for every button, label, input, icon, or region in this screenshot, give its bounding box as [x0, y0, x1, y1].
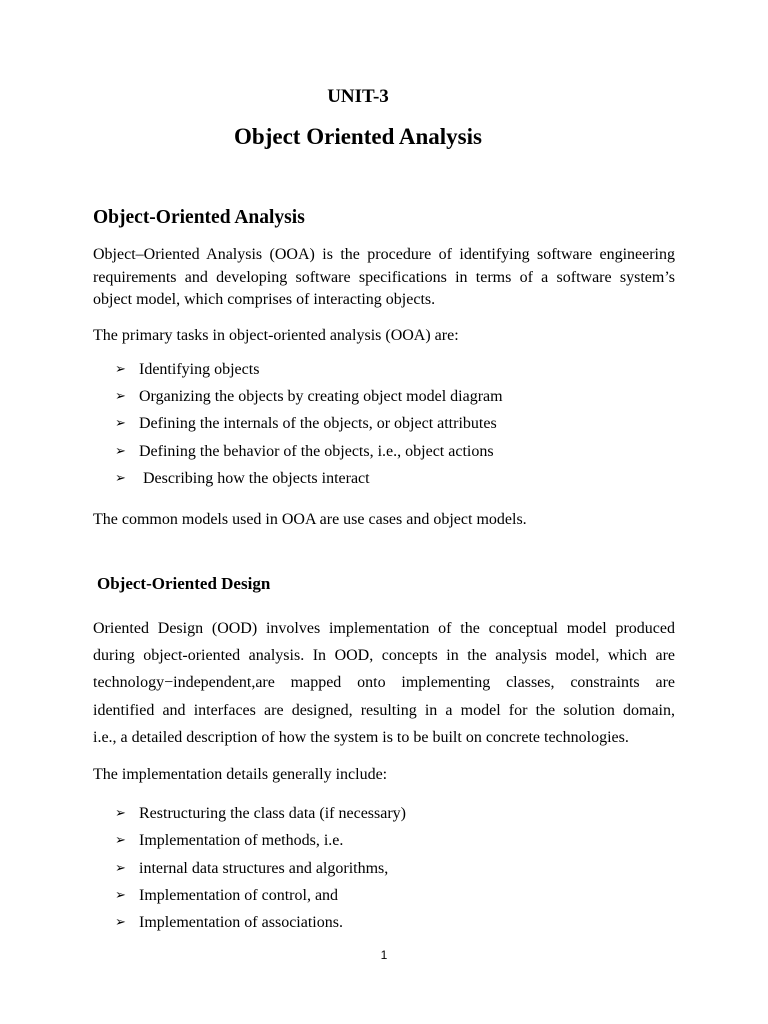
unit-label: UNIT-3	[327, 86, 389, 107]
list-item	[115, 803, 406, 830]
arrow-bullet-icon: ➢	[115, 887, 126, 903]
page-title: Object Oriented Analysis	[234, 124, 482, 149]
ooa-paragraph-line: object model, which comprises of interacting objects.	[93, 291, 436, 308]
ood-heading: Object-Oriented Design	[97, 574, 271, 593]
ooa-models-text: The common models used in OOA are use cases and object models.	[93, 511, 527, 528]
arrow-bullet-icon: ➢	[115, 362, 126, 377]
list-item-text: Defining the internals of the objects, or object attributes	[139, 415, 497, 433]
ood-paragraph-line: i.e., a detailed description of how the system is to be built on concrete technologies.	[93, 728, 629, 746]
list-item	[115, 912, 406, 939]
arrow-bullet-icon: ➢	[115, 470, 126, 486]
list-item-text: internal data structures and algorithms,	[139, 859, 389, 877]
list-item	[115, 359, 503, 386]
ood-paragraph-line: technology−independent,are mapped onto implementing classes, constraints are	[93, 674, 675, 692]
ooa-paragraph	[93, 244, 675, 312]
arrow-bullet-icon: ➢	[115, 860, 126, 876]
list-item-text: Implementation of control, and	[139, 886, 339, 904]
arrow-bullet-icon: ➢	[115, 443, 126, 459]
list-item-text: Restructuring the class data (if necessary)	[139, 805, 407, 822]
list-item	[115, 441, 503, 468]
ooa-heading: Object-Oriented Analysis	[93, 207, 305, 228]
ooa-paragraph-line: Object–Oriented Analysis (OOA) is the procedure of identifying software engineering	[93, 246, 675, 263]
ooa-task-list	[115, 359, 503, 495]
list-item	[115, 468, 503, 495]
ood-paragraph	[93, 615, 675, 751]
list-item	[115, 885, 406, 912]
ood-detail-list	[115, 803, 406, 939]
list-item	[115, 386, 503, 413]
ood-paragraph-line: during object-oriented analysis. In OOD, concepts in the analysis model, which are	[93, 647, 675, 665]
list-item-text: Organizing the objects by creating object model diagram	[139, 388, 503, 406]
list-item-text: Describing how the objects interact	[139, 469, 370, 487]
ood-details-intro: The implementation details generally include:	[93, 766, 388, 783]
arrow-bullet-icon: ➢	[115, 416, 126, 432]
ooa-tasks-intro: The primary tasks in object-oriented analysis (OOA) are:	[93, 327, 459, 344]
list-item	[115, 413, 503, 440]
page-number: 1	[380, 948, 388, 962]
ooa-paragraph-line: requirements and developing software specifications in terms of a software system’s	[93, 268, 675, 286]
list-item-text: Implementation of methods, i.e.	[139, 832, 344, 850]
list-item-text: Defining the behavior of the objects, i.e., object actions	[139, 442, 494, 460]
arrow-bullet-icon: ➢	[115, 389, 126, 405]
list-item-text: Identifying objects	[139, 361, 260, 378]
list-item-text: Implementation of associations.	[139, 914, 343, 932]
arrow-bullet-icon: ➢	[115, 806, 126, 821]
list-item	[115, 858, 406, 885]
ood-paragraph-line: Oriented Design (OOD) involves implementation of the conceptual model produced	[93, 620, 675, 637]
ood-paragraph-line: identified and interfaces are designed, resulting in a model for the solution domain,	[93, 701, 675, 719]
arrow-bullet-icon: ➢	[115, 833, 126, 849]
list-item	[115, 830, 406, 857]
arrow-bullet-icon: ➢	[115, 915, 126, 931]
